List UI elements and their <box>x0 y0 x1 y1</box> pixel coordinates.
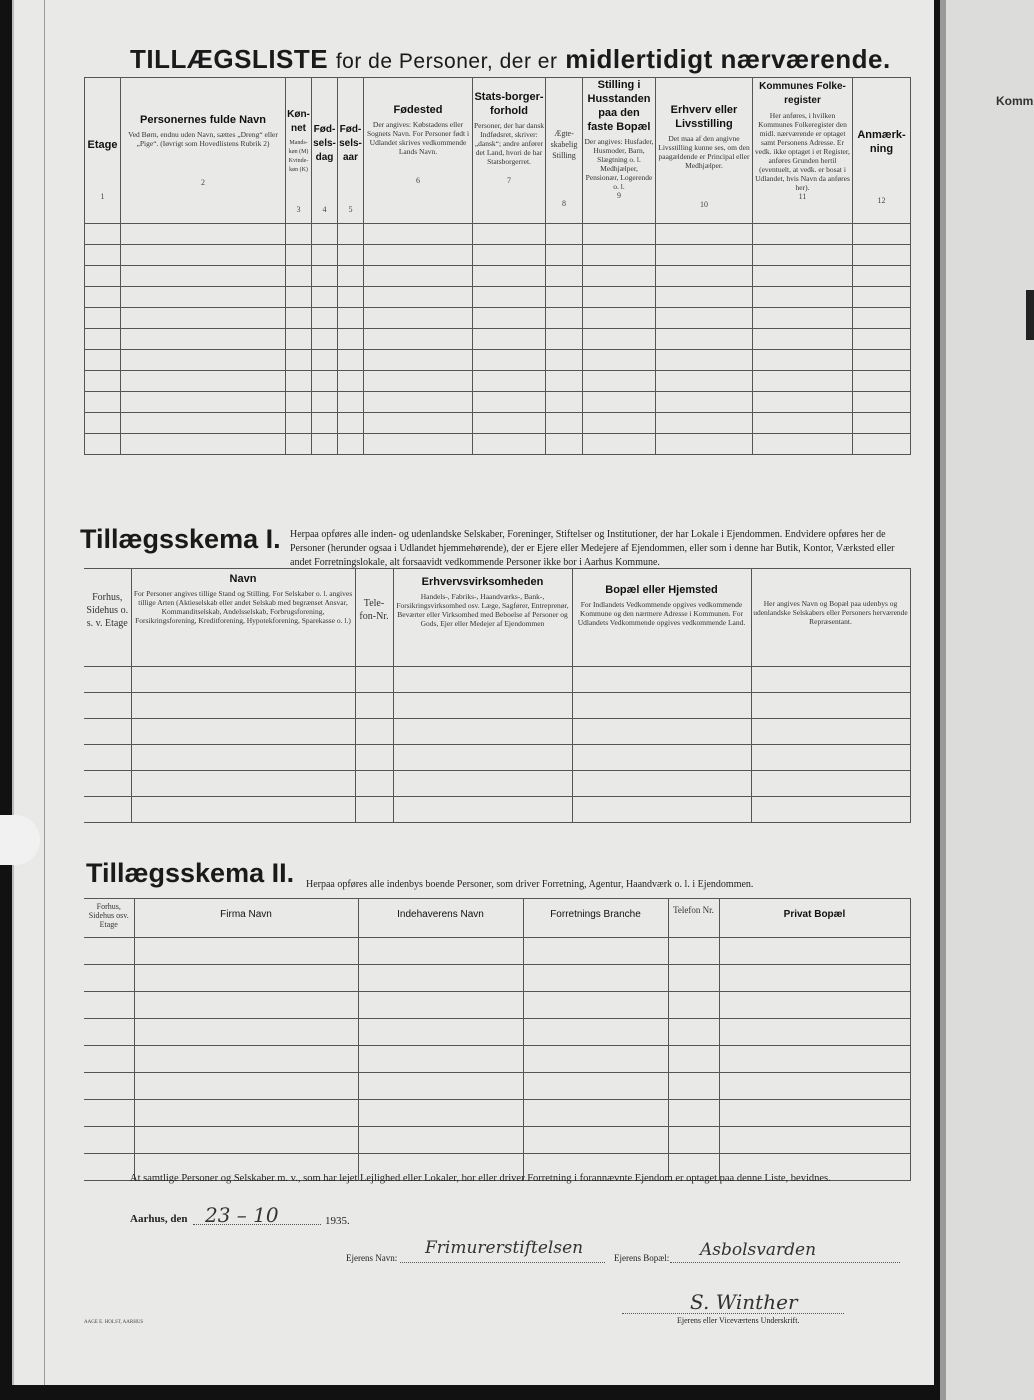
table-cell <box>364 413 473 434</box>
table-cell <box>546 371 583 392</box>
skema2-col-firma: Firma Navn <box>134 899 358 938</box>
table-cell <box>358 1046 523 1073</box>
skema2-row <box>84 1073 910 1100</box>
table-cell <box>358 1073 523 1100</box>
table-cell <box>546 434 583 455</box>
table-cell <box>853 413 911 434</box>
table-cell <box>355 719 393 745</box>
table-row <box>85 266 911 287</box>
table-cell <box>753 413 853 434</box>
binding-margin-line <box>44 0 45 1385</box>
table-cell <box>84 1046 134 1073</box>
table-cell <box>523 938 668 965</box>
table-cell <box>656 434 753 455</box>
col-stilling: Stilling i Husstanden paa den faste Bopæl Der angives: Husfader, Husmoder, Barn, Slægtning o. l. Medhjælper, Pensionær, Logerende o. l. 9 <box>583 78 656 224</box>
table-cell <box>121 308 286 329</box>
table-cell <box>719 1073 910 1100</box>
table-row <box>85 371 911 392</box>
table-cell <box>583 287 656 308</box>
table-cell <box>656 287 753 308</box>
table-cell <box>85 350 121 371</box>
skema2-row <box>84 1100 910 1127</box>
skema1-col-navn: Navn For Personer angives tillige Stand og Stilling. For Selskaber o. l. angives tillige Arten (Aktieselskab eller andet Selskab med begrænset Ansvar, Kommanditselskab, Andelsselskab, Forbrugsforening, Forsikringsforening, Kreditforening, Hypotekforening, Sparekasse o. l.) <box>131 569 355 667</box>
skema2-table <box>84 898 911 1181</box>
table-cell <box>753 392 853 413</box>
table-cell <box>286 392 312 413</box>
table-row <box>85 392 911 413</box>
table-cell <box>85 434 121 455</box>
table-cell <box>393 667 572 693</box>
table-cell <box>546 245 583 266</box>
table-cell <box>355 797 393 823</box>
table-cell <box>355 771 393 797</box>
table-cell <box>583 329 656 350</box>
skema1-row <box>84 667 910 693</box>
table-cell <box>286 224 312 245</box>
table-cell <box>338 308 364 329</box>
table-cell <box>84 938 134 965</box>
col-fodested: Fødested Der angives: Købstadens eller Sognets Navn. For Personer født i Udlandet skrives vedkommende Lands Navn. 6 <box>364 78 473 224</box>
table-cell <box>85 371 121 392</box>
table-cell <box>131 745 355 771</box>
table-cell <box>134 965 358 992</box>
table-cell <box>338 371 364 392</box>
table-cell <box>753 287 853 308</box>
col-kon: Køn-net Mands-køn (M) Kvinde-køn (K) 3 <box>286 78 312 224</box>
col-fodselsaar: Fød-sels-aar 5 <box>338 78 364 224</box>
table-cell <box>121 392 286 413</box>
table-cell <box>358 938 523 965</box>
table-cell <box>719 1127 910 1154</box>
table-cell <box>473 392 546 413</box>
handwritten-owner-address: Asbolsvarden <box>700 1240 817 1260</box>
table-cell <box>853 329 911 350</box>
table-cell <box>121 224 286 245</box>
table-cell <box>546 224 583 245</box>
table-cell <box>853 434 911 455</box>
table-cell <box>84 1019 134 1046</box>
table-cell <box>84 1100 134 1127</box>
table-row <box>85 434 911 455</box>
table-cell <box>753 371 853 392</box>
table-cell <box>572 771 751 797</box>
table-cell <box>364 392 473 413</box>
table-cell <box>546 308 583 329</box>
table-cell <box>286 329 312 350</box>
table-cell <box>121 329 286 350</box>
table-header-row <box>85 78 911 224</box>
table-cell <box>572 797 751 823</box>
table-cell <box>338 266 364 287</box>
table-cell <box>572 719 751 745</box>
table-cell <box>85 266 121 287</box>
table-cell <box>473 245 546 266</box>
skema1-col-erhverv: Erhvervsvirksomheden Handels-, Fabriks-, Haandværks-, Bank-, Forsikringsvirksomhed osv. Læge, Sagfører, Entreprenør, Beværter eller Virksomhed med Beboelse af Personer og Gods, Ejer eller Medejer af Ejendommen <box>393 569 572 667</box>
table-cell <box>338 245 364 266</box>
table-cell <box>84 693 131 719</box>
table-cell <box>134 992 358 1019</box>
table-cell <box>393 771 572 797</box>
title-bold: TILLÆGSLISTE <box>130 44 329 74</box>
table-cell <box>719 965 910 992</box>
table-cell <box>312 413 338 434</box>
table-cell <box>338 392 364 413</box>
table-cell <box>853 308 911 329</box>
table-cell <box>473 329 546 350</box>
table-cell <box>719 938 910 965</box>
skema2-col-etage: Forhus, Sidehus osv. Etage <box>84 899 134 938</box>
table-cell <box>338 434 364 455</box>
table-cell <box>393 693 572 719</box>
table-cell <box>668 992 719 1019</box>
table-row <box>85 245 911 266</box>
table-cell <box>312 434 338 455</box>
table-cell <box>719 1019 910 1046</box>
table-cell <box>286 371 312 392</box>
table-cell <box>853 287 911 308</box>
title-middle: for de Personer, der er <box>335 50 558 73</box>
table-cell <box>523 992 668 1019</box>
table-cell <box>853 224 911 245</box>
table-cell <box>753 224 853 245</box>
table-row <box>85 287 911 308</box>
table-cell <box>84 667 131 693</box>
skema1-title: Tillægsskema I. <box>80 524 281 554</box>
table-cell <box>84 719 131 745</box>
table-cell <box>121 287 286 308</box>
table-cell <box>131 797 355 823</box>
table-cell <box>583 308 656 329</box>
col-statsborger: Stats-borger-forhold Personer, der har dansk Indfødsret, skriver: „dansk“; andre anfører det Land, hvori de har Statsborgerret. 7 <box>473 78 546 224</box>
table-cell <box>121 245 286 266</box>
table-cell <box>358 992 523 1019</box>
col-etage: Etage 1 <box>85 78 121 224</box>
table-cell <box>84 1073 134 1100</box>
table-row <box>85 224 911 245</box>
table-cell <box>312 392 338 413</box>
skema2-col-branche: Forretnings Branche <box>523 899 668 938</box>
table-cell <box>286 413 312 434</box>
table-cell <box>364 224 473 245</box>
table-cell <box>393 797 572 823</box>
table-cell <box>546 266 583 287</box>
skema1-header-row <box>84 569 910 667</box>
table-cell <box>751 797 910 823</box>
page-tab <box>1026 290 1034 340</box>
skema2-header-row <box>84 899 910 938</box>
skema1-row <box>84 797 910 823</box>
table-cell <box>338 224 364 245</box>
table-cell <box>753 245 853 266</box>
skema1-row <box>84 719 910 745</box>
table-cell <box>656 245 753 266</box>
table-cell <box>473 224 546 245</box>
table-cell <box>286 287 312 308</box>
table-cell <box>523 965 668 992</box>
table-row <box>85 413 911 434</box>
skema1-col-bopael: Bopæl eller Hjemsted For Indlandets Vedkommende opgives vedkommende Kommune og den nærmere Adresse i Kommunen. For Udlandets Vedkommende opgives vedkommende Land. <box>572 569 751 667</box>
handwritten-owner-name: Frimurerstiftelsen <box>425 1238 584 1258</box>
col-fodselsdag: Fød-sels-dag 4 <box>312 78 338 224</box>
table-cell <box>473 287 546 308</box>
table-cell <box>583 224 656 245</box>
table-cell <box>364 308 473 329</box>
tillaegsliste-table <box>84 77 911 455</box>
table-cell <box>473 266 546 287</box>
table-cell <box>131 667 355 693</box>
table-cell <box>358 1019 523 1046</box>
table-row <box>85 350 911 371</box>
skema2-description: Herpaa opføres alle indenbys boende Personer, som driver Forretning, Agentur, Haandværk o. l. i Ejendommen. <box>306 879 754 890</box>
table-cell <box>121 266 286 287</box>
table-cell <box>121 434 286 455</box>
table-cell <box>286 350 312 371</box>
table-cell <box>473 308 546 329</box>
table-cell <box>668 1046 719 1073</box>
table-cell <box>121 371 286 392</box>
col-anmaerkning: Anmærk-ning 12 <box>853 78 911 224</box>
signature-label: Ejerens eller Viceværtens Underskrift. <box>677 1316 800 1325</box>
table-cell <box>312 245 338 266</box>
table-cell <box>364 371 473 392</box>
table-cell <box>473 371 546 392</box>
table-cell <box>85 392 121 413</box>
table-cell <box>84 992 134 1019</box>
table-cell <box>84 965 134 992</box>
table-cell <box>668 1100 719 1127</box>
skema2-title: Tillægsskema II. <box>86 858 295 888</box>
table-cell <box>131 693 355 719</box>
skema2-row <box>84 1127 910 1154</box>
table-cell <box>583 371 656 392</box>
skema1-col-etage: Forhus, Sidehus o. s. v. Etage <box>84 569 131 667</box>
table-cell <box>523 1019 668 1046</box>
adjacent-page <box>940 0 1034 1400</box>
table-cell <box>134 1127 358 1154</box>
table-cell <box>572 667 751 693</box>
table-cell <box>656 266 753 287</box>
footer-place: Aarhus, den <box>130 1213 188 1225</box>
table-cell <box>312 287 338 308</box>
owner-name-label: Ejerens Navn: <box>346 1253 398 1263</box>
table-cell <box>84 1154 134 1181</box>
table-cell <box>131 719 355 745</box>
footer-statement: At samtlige Personer og Selskaber m. v., som har lejet Lejlighed eller Lokaler, bor eller driver Forretning i forannævnte Ejendom er optaget paa denne Liste, bevidnes. <box>130 1173 831 1184</box>
table-cell <box>583 266 656 287</box>
handwritten-date: 23 – 10 <box>205 1203 279 1227</box>
table-cell <box>286 245 312 266</box>
table-cell <box>85 308 121 329</box>
table-cell <box>853 371 911 392</box>
table-cell <box>656 350 753 371</box>
table-cell <box>121 350 286 371</box>
skema2-col-indehaver: Indehaverens Navn <box>358 899 523 938</box>
table-cell <box>134 1100 358 1127</box>
table-cell <box>364 350 473 371</box>
table-cell <box>85 224 121 245</box>
skema2-col-bopael: Privat Bopæl <box>719 899 910 938</box>
table-cell <box>338 329 364 350</box>
skema2-row <box>84 938 910 965</box>
table-cell <box>546 413 583 434</box>
table-cell <box>286 308 312 329</box>
table-cell <box>134 1046 358 1073</box>
table-cell <box>523 1073 668 1100</box>
table-cell <box>583 392 656 413</box>
table-cell <box>853 266 911 287</box>
table-cell <box>364 245 473 266</box>
table-cell <box>751 719 910 745</box>
table-cell <box>753 434 853 455</box>
table-cell <box>523 1046 668 1073</box>
table-cell <box>364 266 473 287</box>
table-cell <box>668 1073 719 1100</box>
table-cell <box>134 1073 358 1100</box>
table-cell <box>668 965 719 992</box>
page-title <box>130 44 891 75</box>
table-cell <box>84 1127 134 1154</box>
table-cell <box>84 797 131 823</box>
table-cell <box>312 329 338 350</box>
skema1-row <box>84 693 910 719</box>
table-cell <box>473 413 546 434</box>
table-cell <box>358 1127 523 1154</box>
table-row <box>85 308 911 329</box>
skema1-col-telefon: Tele-fon-Nr. <box>355 569 393 667</box>
table-cell <box>583 434 656 455</box>
skema2-row <box>84 1046 910 1073</box>
owner-address-label: Ejerens Bopæl: <box>614 1253 670 1263</box>
table-cell <box>668 938 719 965</box>
table-cell <box>751 693 910 719</box>
table-cell <box>134 1019 358 1046</box>
table-cell <box>312 371 338 392</box>
table-cell <box>473 434 546 455</box>
table-cell <box>85 287 121 308</box>
handwritten-signature: S. Winther <box>690 1290 798 1314</box>
table-cell <box>131 771 355 797</box>
table-cell <box>656 371 753 392</box>
table-cell <box>134 938 358 965</box>
skema2-col-telefon: Telefon Nr. <box>668 899 719 938</box>
table-cell <box>546 287 583 308</box>
col-erhverv: Erhverv eller Livsstilling Det maa af den angivne Livsstilling kunne ses, om den paagældende er Principal eller Medhjælper. 10 <box>656 78 753 224</box>
col-folkeregister: Kommunes Folke-register Her anføres, i hvilken Kommunes Folkeregister den midl. nærværende er optaget samt Personens Adresse. Er vedk. ikke optaget i et Register, anføres Grunden hertil (eventuelt, at vedk. er bosat i Udlandet, hvis Navn da anføres her). 11 <box>753 78 853 224</box>
table-cell <box>286 266 312 287</box>
col-aegteskab: Ægte-skabelig Stilling 8 <box>546 78 583 224</box>
table-cell <box>668 1127 719 1154</box>
table-cell <box>338 287 364 308</box>
table-cell <box>338 350 364 371</box>
table-cell <box>583 245 656 266</box>
table-cell <box>853 350 911 371</box>
table-cell <box>355 693 393 719</box>
table-cell <box>583 413 656 434</box>
table-cell <box>719 992 910 1019</box>
skema1-row <box>84 771 910 797</box>
table-cell <box>84 745 131 771</box>
printer-imprint: AAGE E. HOLST, AARHUS <box>84 1320 144 1325</box>
skema2-row <box>84 992 910 1019</box>
skema1-col-repraesentant: Her angives Navn og Bopæl paa udenbys og udenlandske Selskabers eller Personers herværende Repræsentant. <box>751 569 910 667</box>
skema1-table <box>84 568 911 823</box>
table-cell <box>751 745 910 771</box>
skema1-row <box>84 745 910 771</box>
col-navn: Personernes fulde Navn Ved Børn, endnu uden Navn, sættes „Dreng“ eller „Pige“. (Iøvrigt som Hovedlistens Rubrik 2) 2 <box>121 78 286 224</box>
table-cell <box>364 287 473 308</box>
table-cell <box>668 1019 719 1046</box>
table-cell <box>312 224 338 245</box>
table-cell <box>85 413 121 434</box>
table-cell <box>364 434 473 455</box>
table-cell <box>583 350 656 371</box>
table-cell <box>85 245 121 266</box>
skema2-row <box>84 1019 910 1046</box>
table-cell <box>121 413 286 434</box>
table-cell <box>753 329 853 350</box>
footer-year: 1935. <box>325 1215 350 1227</box>
table-cell <box>85 329 121 350</box>
table-cell <box>572 693 751 719</box>
table-cell <box>546 350 583 371</box>
skema2-row <box>84 965 910 992</box>
table-cell <box>286 434 312 455</box>
table-cell <box>312 350 338 371</box>
table-cell <box>753 308 853 329</box>
table-cell <box>364 329 473 350</box>
table-row <box>85 329 911 350</box>
table-cell <box>393 719 572 745</box>
table-cell <box>355 667 393 693</box>
table-cell <box>338 413 364 434</box>
skema1-description: Herpaa opføres alle inden- og udenlandske Selskaber, Foreninger, Stiftelser og Institutioner, der har Lokale i Ejendommen. Endvidere opføres her de Personer (herunder ogsaa i Udlandet hjemmehørende), der er Ejere eller Medejere af Ejendommen, eller som i denne har Butik, Kontor, Værksted eller andet Forretningslokale, alt forsaavidt vedkommende Personer ikke bor i Aarhus Kommune. <box>290 529 895 568</box>
table-cell <box>523 1127 668 1154</box>
table-cell <box>853 245 911 266</box>
table-cell <box>719 1046 910 1073</box>
table-cell <box>473 350 546 371</box>
table-cell <box>753 350 853 371</box>
title-end: midlertidigt nærværende. <box>565 44 891 74</box>
table-cell <box>853 392 911 413</box>
table-cell <box>656 308 753 329</box>
table-cell <box>312 266 338 287</box>
adjacent-page-text: Komm <box>996 94 1034 108</box>
table-cell <box>358 965 523 992</box>
table-cell <box>546 392 583 413</box>
table-cell <box>312 308 338 329</box>
table-cell <box>523 1100 668 1127</box>
table-cell <box>656 392 753 413</box>
table-cell <box>546 329 583 350</box>
table-cell <box>656 224 753 245</box>
table-cell <box>719 1100 910 1127</box>
table-cell <box>355 745 393 771</box>
table-cell <box>751 771 910 797</box>
table-cell <box>358 1100 523 1127</box>
table-cell <box>393 745 572 771</box>
table-cell <box>84 771 131 797</box>
table-cell <box>753 266 853 287</box>
table-cell <box>572 745 751 771</box>
table-cell <box>656 329 753 350</box>
table-cell <box>656 413 753 434</box>
table-cell <box>751 667 910 693</box>
